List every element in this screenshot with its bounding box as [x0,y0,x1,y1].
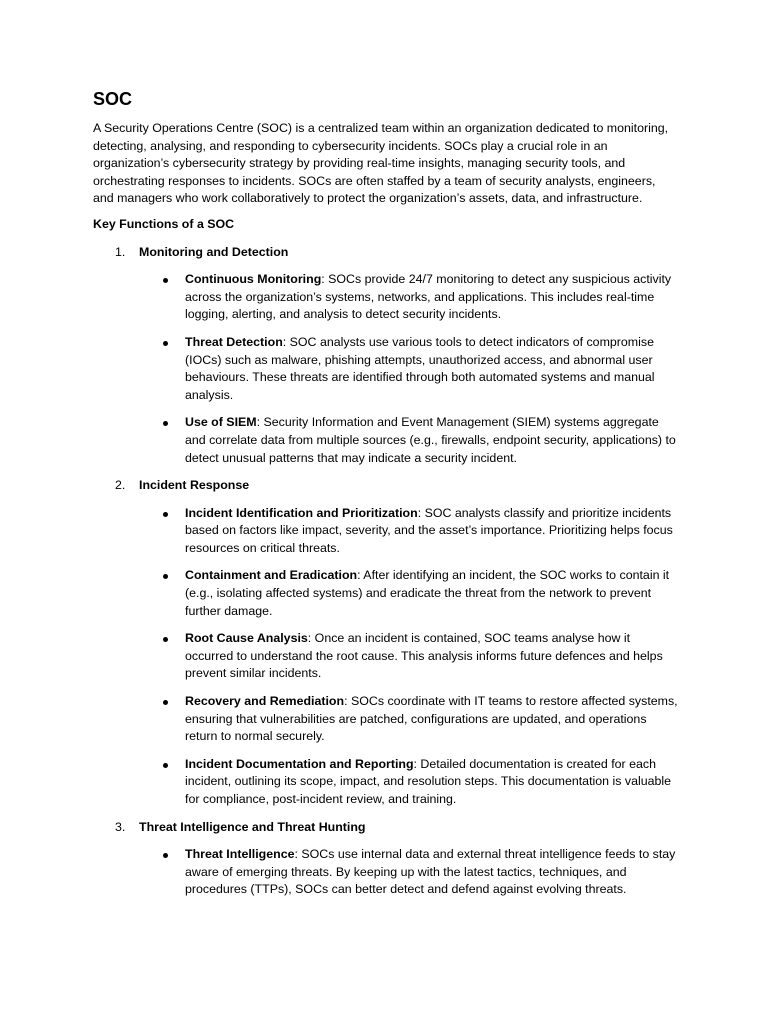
bullet-item [185,693,678,746]
bullet-term: Threat Detection [185,334,283,349]
bullet-dot-icon [163,637,168,642]
bullet-text: : After identifying an incident, the SOC works to contain it (e.g., isolating affected systems) and eradicate the threat from the network to prevent further damage. [185,568,670,618]
bullet-list [93,271,678,467]
bullet-term: Threat Intelligence [185,847,295,862]
bullet-term: Use of SIEM [185,415,257,430]
key-functions-heading: Key Functions of a SOC [93,216,235,231]
bullet-term: Root Cause Analysis [185,631,308,646]
function-item [93,477,678,809]
bullet-item [185,334,678,404]
function-heading [93,244,678,262]
function-heading [93,477,678,495]
function-number: 3. [115,819,126,834]
bullet-item [185,846,678,899]
function-title: Monitoring and Detection [139,244,289,259]
bullet-dot-icon [163,278,168,283]
function-item [93,819,678,899]
function-number: 2. [115,478,126,493]
functions-list [93,244,678,899]
bullet-dot-icon [163,341,168,346]
bullet-term: Incident Documentation and Reporting [185,756,414,771]
bullet-list [93,846,678,899]
bullet-text: : Detailed documentation is created for each incident, outlining its scope, impact, and resolution steps. This documentation is valuable for compliance, post-incident review, and training. [185,756,672,806]
bullet-term: Incident Identification and Prioritization [185,505,418,520]
bullet-text: : SOCs coordinate with IT teams to restore affected systems, ensuring that vulnerabilities are patched, configurations are updated, and operations return to normal securely. [185,694,678,744]
bullet-text: : Once an incident is contained, SOC teams analyse how it occurred to understand the root cause. This analysis informs future defences and helps prevent similar incidents. [185,631,663,681]
function-heading [93,819,678,837]
intro-paragraph: A Security Operations Centre (SOC) is a centralized team within an organization dedicated to monitoring, detecting, analysing, and responding to cybersecurity incidents. SOCs play a crucial role in an organization’s cybersecurity strategy by providing real-time insights, managing security tools, and orchestrating responses to incidents. SOCs are often staffed by a team of security analysts, engineers, and managers who work collaboratively to protect the organization’s assets, data, and infrastructure. [93,121,669,206]
function-title: Threat Intelligence and Threat Hunting [139,819,366,834]
bullet-dot-icon [163,574,168,579]
bullet-item [185,505,678,558]
function-item [93,244,678,468]
document-title: SOC [93,89,133,109]
bullet-item [185,414,678,467]
bullet-item [185,630,678,683]
bullet-dot-icon [163,763,168,768]
bullet-item [185,271,678,324]
bullet-dot-icon [163,512,168,517]
bullet-text: : SOCs use internal data and external threat intelligence feeds to stay aware of emerging threats. By keeping up with the latest tactics, techniques, and procedures (TTPs), SOCs can better detect and defend against evolving threats. [185,847,676,897]
bullet-dot-icon [163,700,168,705]
bullet-text: : SOC analysts use various tools to detect indicators of compromise (IOCs) such as malware, phishing attempts, unauthorized access, and abnormal user behaviours. These threats are identified through both automated systems and manual analysis. [185,334,655,402]
bullet-text: : SOC analysts classify and prioritize incidents based on factors like impact, severity, and the asset’s importance. Prioritizing helps focus resources on critical threats. [185,505,673,555]
bullet-item [185,567,678,620]
function-title: Incident Response [139,478,250,493]
bullet-dot-icon [163,421,168,426]
bullet-text: : Security Information and Event Management (SIEM) systems aggregate and correlate data from multiple sources (e.g., firewalls, endpoint security, applications) to detect unusual patterns that may indicate a security incident. [185,415,676,465]
bullet-text: : SOCs provide 24/7 monitoring to detect any suspicious activity across the organization’s systems, networks, and applications. This includes real-time logging, alerting, and analysis to detect security incidents. [185,272,672,322]
bullet-term: Continuous Monitoring [185,272,322,287]
bullet-dot-icon [163,853,168,858]
function-number: 1. [115,244,126,259]
bullet-list [93,505,678,809]
bullet-item [185,756,678,809]
bullet-term: Containment and Eradication [185,568,358,583]
bullet-term: Recovery and Remediation [185,694,345,709]
